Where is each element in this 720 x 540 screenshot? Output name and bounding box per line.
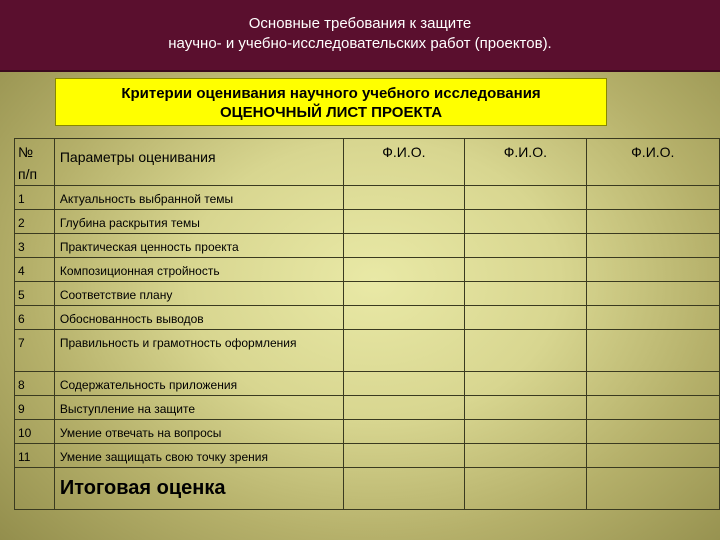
- score-cell[interactable]: [343, 306, 464, 330]
- score-cell[interactable]: [465, 420, 586, 444]
- score-cell[interactable]: [465, 396, 586, 420]
- table-row: [15, 444, 720, 468]
- row-number: 9: [15, 396, 55, 420]
- row-parameter: Актуальность выбранной темы: [54, 186, 343, 210]
- score-cell[interactable]: [465, 372, 586, 396]
- header-cell-parameters: Параметры оценивания: [54, 139, 343, 186]
- header-cell-fio-1: Ф.И.О.: [343, 139, 464, 186]
- criteria-title-line1: Критерии оценивания научного учебного исследования: [121, 85, 541, 102]
- score-cell[interactable]: [465, 186, 586, 210]
- row-parameter: Глубина раскрытия темы: [54, 210, 343, 234]
- header-title-line2: научно- и учебно-исследовательских работ (проектов).: [168, 35, 552, 52]
- score-cell[interactable]: [465, 234, 586, 258]
- header-cell-fio-3: Ф.И.О.: [586, 139, 719, 186]
- row-parameter: Выступление на защите: [54, 396, 343, 420]
- score-cell[interactable]: [465, 210, 586, 234]
- score-cell[interactable]: [465, 282, 586, 306]
- table-row: [15, 210, 720, 234]
- row-parameter: Умение защищать свою точку зрения: [54, 444, 343, 468]
- table-row: [15, 258, 720, 282]
- score-cell[interactable]: [465, 258, 586, 282]
- score-cell[interactable]: [586, 420, 719, 444]
- total-score-cell[interactable]: [465, 468, 586, 510]
- total-score-cell[interactable]: [343, 468, 464, 510]
- score-cell[interactable]: [586, 282, 719, 306]
- score-cell[interactable]: [343, 282, 464, 306]
- criteria-banner: [55, 78, 607, 126]
- score-cell[interactable]: [586, 210, 719, 234]
- score-cell[interactable]: [343, 234, 464, 258]
- score-cell[interactable]: [343, 444, 464, 468]
- score-cell[interactable]: [465, 444, 586, 468]
- row-parameter: Практическая ценность проекта: [54, 234, 343, 258]
- score-cell[interactable]: [586, 444, 719, 468]
- score-cell[interactable]: [465, 306, 586, 330]
- header-cell-fio-2: Ф.И.О.: [465, 139, 586, 186]
- total-label: Итоговая оценка: [54, 468, 343, 510]
- table-row: [15, 420, 720, 444]
- table-row: [15, 372, 720, 396]
- score-cell[interactable]: [586, 186, 719, 210]
- score-cell[interactable]: [586, 330, 719, 372]
- total-score-cell[interactable]: [586, 468, 719, 510]
- slide-header: [0, 0, 720, 72]
- row-number: 7: [15, 330, 55, 372]
- table-header-row: [15, 139, 720, 186]
- row-number: 2: [15, 210, 55, 234]
- row-number: 3: [15, 234, 55, 258]
- score-cell[interactable]: [586, 306, 719, 330]
- row-number: 4: [15, 258, 55, 282]
- row-number: 5: [15, 282, 55, 306]
- score-cell[interactable]: [465, 330, 586, 372]
- score-cell[interactable]: [586, 372, 719, 396]
- total-row: [15, 468, 720, 510]
- row-number: 6: [15, 306, 55, 330]
- row-number: 1: [15, 186, 55, 210]
- row-parameter: Содержательность приложения: [54, 372, 343, 396]
- criteria-title-line2: ОЦЕНОЧНЫЙ ЛИСТ ПРОЕКТА: [219, 104, 443, 121]
- header-title-line1: Основные требования к защите: [248, 15, 472, 32]
- score-cell[interactable]: [586, 396, 719, 420]
- row-parameter: Композиционная стройность: [54, 258, 343, 282]
- row-parameter: Умение отвечать на вопросы: [54, 420, 343, 444]
- row-parameter: Соответствие плану: [54, 282, 343, 306]
- score-cell[interactable]: [343, 258, 464, 282]
- score-cell[interactable]: [343, 396, 464, 420]
- row-parameter: Обоснованность выводов: [54, 306, 343, 330]
- score-cell[interactable]: [343, 420, 464, 444]
- row-number: 10: [15, 420, 55, 444]
- evaluation-table: [14, 138, 720, 510]
- table-row: [15, 396, 720, 420]
- header-number-sign: №: [18, 144, 34, 160]
- table-row: [15, 234, 720, 258]
- table-row: [15, 306, 720, 330]
- header-cell-number: [15, 139, 55, 186]
- row-parameter: Правильность и грамотность оформления: [54, 330, 343, 372]
- table-row: [15, 186, 720, 210]
- table-row: [15, 330, 720, 372]
- score-cell[interactable]: [586, 234, 719, 258]
- total-number-cell: [15, 468, 55, 510]
- row-number: 8: [15, 372, 55, 396]
- row-number: 11: [15, 444, 55, 468]
- header-number-abbr: п/п: [18, 166, 38, 182]
- score-cell[interactable]: [343, 210, 464, 234]
- table-row: [15, 282, 720, 306]
- score-cell[interactable]: [343, 372, 464, 396]
- score-cell[interactable]: [343, 186, 464, 210]
- score-cell[interactable]: [343, 330, 464, 372]
- score-cell[interactable]: [586, 258, 719, 282]
